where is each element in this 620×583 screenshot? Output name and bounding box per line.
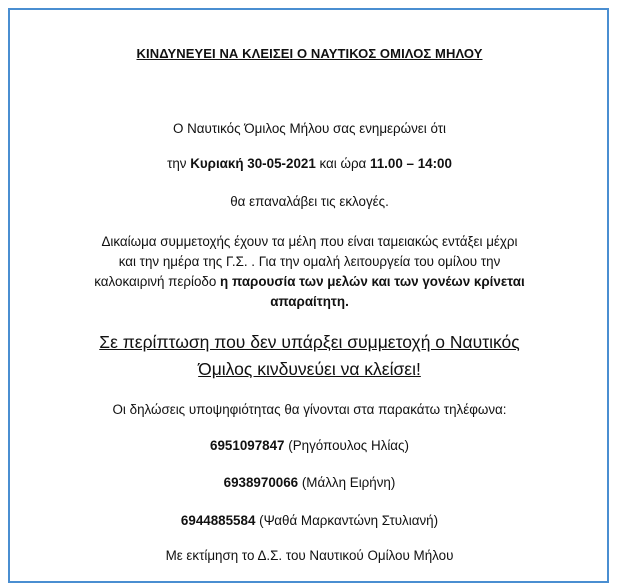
eligibility-line-2: και την ημέρα της Γ.Σ. . Για την ομαλή λειτουργεία του ομίλου την (118, 254, 501, 269)
warning-line-2: Όμιλος κινδυνεύει να κλείσει! (198, 359, 421, 379)
contact-phone: 6938970066 (223, 475, 299, 490)
contact-line (10, 475, 609, 490)
elections-text: θα επαναλάβει τις εκλογές. (230, 194, 389, 209)
contact-line (10, 438, 609, 453)
eligibility-line-4-bold: απαραίτητη. (270, 294, 349, 309)
eligibility-line-1: Δικαίωμα συμμετοχής έχουν τα μέλη που είναι ταμειακώς εντάξει μέχρι (101, 234, 518, 249)
eligibility-line-4 (10, 294, 609, 309)
eligibility-line-3-bold: η παρουσία των μελών και των γονέων κρίνεται (220, 274, 525, 289)
contact-line (10, 513, 609, 528)
contact-name: (Ρηγόπουλος Ηλίας) (284, 438, 409, 453)
intro-text: Ο Ναυτικός Όμιλος Μήλου σας ενημερώνει ότι (173, 121, 446, 136)
date-middle: και ώρα (315, 156, 371, 171)
notice-title: ΚΙΝΔΥΝΕΥΕΙ ΝΑ ΚΛΕΙΣΕΙ Ο ΝΑΥΤΙΚΟΣ ΟΜΙΛΟΣ ΜΗΛΟΥ (136, 46, 483, 61)
contact-phone: 6951097847 (210, 438, 285, 453)
signature-text: Με εκτίμηση το Δ.Σ. του Ναυτικού Ομίλου Μήλου (165, 548, 454, 563)
meeting-day: Κυριακή 30-05-2021 (190, 156, 316, 171)
warning-line-1: Σε περίπτωση που δεν υπάρξει συμμετοχή ο Ναυτικός (99, 332, 520, 352)
date-line (10, 156, 609, 171)
contact-phone: 6944885584 (180, 513, 256, 528)
contact-name: (Μάλλη Ειρήνη) (298, 475, 396, 490)
eligibility-line-3-plain: καλοκαιρινή περίοδο (94, 274, 221, 289)
meeting-time: 11.00 – 14:00 (370, 156, 452, 171)
candidacy-text: Οι δηλώσεις υποψηφιότητας θα γίνονται στα παρακάτω τηλέφωνα: (112, 402, 507, 417)
eligibility-line-3 (10, 274, 609, 289)
date-prefix: την (167, 156, 191, 171)
contact-name: (Ψαθά Μαρκαντώνη Στυλιανή) (255, 513, 439, 528)
